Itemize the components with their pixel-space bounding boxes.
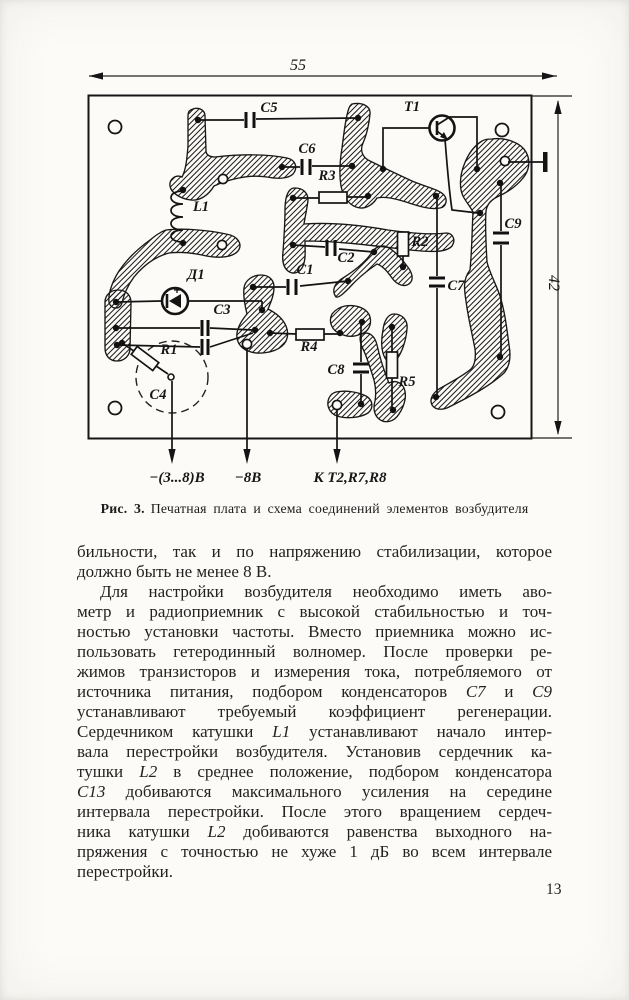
component-reference: L1 bbox=[272, 722, 291, 741]
text-line bbox=[77, 682, 552, 702]
text-run: метр и радиоприемник с высокой стабильностью и точ- bbox=[77, 602, 552, 621]
component-reference: L2 bbox=[139, 762, 158, 781]
text-run: устанавливают начало интер- bbox=[290, 722, 552, 741]
page-number: 13 bbox=[546, 881, 562, 898]
text-line bbox=[77, 542, 552, 562]
text-run: в среднее положение, подбором конденсатора bbox=[157, 762, 553, 781]
label-c7: C7 bbox=[447, 278, 465, 294]
label-c8: C8 bbox=[327, 362, 345, 378]
resistor-r2 bbox=[398, 232, 409, 256]
label-r4: R4 bbox=[300, 339, 318, 355]
text-run: добиваются максимального усиления на середине bbox=[105, 782, 552, 801]
text-run: добиваются равенства выходного на- bbox=[225, 822, 552, 841]
text-run: и bbox=[485, 682, 533, 701]
label-c1: C1 bbox=[296, 262, 314, 278]
pinout-label-supply-8v: −8В bbox=[234, 470, 262, 486]
resistor-r3 bbox=[319, 192, 347, 203]
text-run: жимов транзисторов и измерения тока, потребляемого от bbox=[77, 662, 552, 681]
text-line bbox=[77, 622, 552, 642]
text-run: вала перестройки возбудителя. Установив сердечник ка- bbox=[77, 742, 552, 761]
pcb-figure bbox=[0, 0, 629, 497]
label-d1: Д1 bbox=[187, 267, 205, 283]
text-run: ностью установки частоты. Вместо приемника можно ис- bbox=[77, 622, 552, 641]
text-line bbox=[77, 642, 552, 662]
label-r1: R1 bbox=[160, 342, 178, 358]
text-line bbox=[77, 662, 552, 682]
text-run: пряжения с точностью не хуже 1 дБ во всем интервале bbox=[77, 842, 552, 861]
label-t1: T1 bbox=[403, 99, 421, 115]
text-run: пользовать гетеродинный волномер. После проверки ре- bbox=[77, 642, 552, 661]
copper-traces bbox=[105, 103, 529, 421]
text-line bbox=[77, 802, 552, 822]
resistor-r5 bbox=[387, 352, 398, 378]
output-terminal-icon bbox=[543, 152, 548, 172]
figure-caption-text: Печатная плата и схема соединений элементов возбудителя bbox=[150, 501, 529, 516]
text-line bbox=[77, 822, 552, 842]
text-line bbox=[77, 782, 552, 802]
diode-d1 bbox=[162, 287, 188, 314]
label-c3: C3 bbox=[213, 302, 231, 318]
text-run: устанавливают требуемый коэффициент регенерации. bbox=[77, 702, 552, 721]
text-run: источника питания, подбором конденсаторов bbox=[77, 682, 466, 701]
dim-width-label: 55 bbox=[290, 57, 306, 74]
terminal-c4 bbox=[168, 374, 174, 380]
label-c5: C5 bbox=[260, 100, 278, 116]
pinout-label-t2-r7-r8: К Т2,R7,R8 bbox=[313, 470, 387, 486]
text-line bbox=[77, 862, 552, 882]
text-line bbox=[77, 582, 552, 602]
figure-caption-number: Рис. 3. bbox=[100, 501, 145, 516]
text-run: тушки bbox=[77, 762, 140, 781]
text-line bbox=[77, 722, 552, 742]
figure-caption bbox=[40, 501, 589, 517]
text-run: Сердечником катушки bbox=[77, 722, 273, 741]
label-l1: L1 bbox=[192, 199, 210, 215]
text-run: перестройки. bbox=[77, 862, 173, 881]
text-line bbox=[77, 702, 552, 722]
dim-height-label: 42 bbox=[545, 275, 562, 291]
component-reference: С7 bbox=[465, 682, 486, 701]
pinout-arrows bbox=[168, 449, 340, 464]
text-run: ника катушки bbox=[77, 822, 208, 841]
text-line bbox=[77, 762, 552, 782]
text-line bbox=[77, 602, 552, 622]
label-c2: C2 bbox=[337, 250, 355, 266]
label-c4: C4 bbox=[149, 387, 167, 403]
label-r5: R5 bbox=[398, 374, 416, 390]
component-reference: L2 bbox=[207, 822, 226, 841]
resistor-r1 bbox=[131, 346, 159, 370]
label-r3: R3 bbox=[318, 168, 336, 184]
transistor-t1 bbox=[430, 116, 455, 141]
label-c6: C6 bbox=[298, 141, 316, 157]
body-text bbox=[77, 542, 552, 882]
text-line bbox=[77, 562, 552, 582]
component-reference: С13 bbox=[77, 782, 106, 801]
text-line bbox=[77, 742, 552, 762]
text-run: интервала перестройки. После этого вращением сердеч- bbox=[77, 802, 552, 821]
text-run: бильности, так и по напряжению стабилизации, которое bbox=[77, 542, 552, 561]
text-run: Для настройки возбудителя необходимо иметь аво- bbox=[100, 582, 552, 601]
pinout-label-supply-var: −(3...8)В bbox=[149, 470, 205, 486]
label-r2: R2 bbox=[411, 234, 429, 250]
component-reference: С9 bbox=[532, 682, 552, 701]
text-line bbox=[77, 842, 552, 862]
label-c9: C9 bbox=[504, 216, 522, 232]
text-run: должно быть не менее 8 В. bbox=[77, 562, 272, 581]
